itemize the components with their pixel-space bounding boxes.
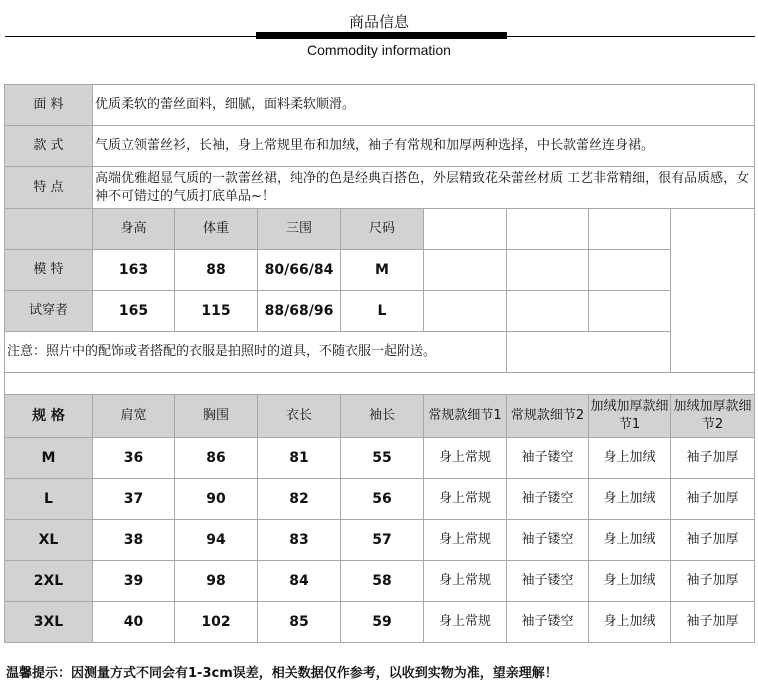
size-value — [92, 601, 175, 643]
model-value — [92, 249, 175, 291]
size-value — [92, 519, 175, 561]
cell-text: 88/68/96 — [264, 302, 334, 319]
size-header — [588, 394, 671, 438]
section-subtitle: Commodity information — [307, 42, 451, 58]
cell-text: 体重 — [202, 221, 229, 237]
size-value — [340, 437, 424, 479]
info-value — [92, 84, 755, 126]
size-header — [340, 394, 424, 438]
cell-text: 袖子加厚 — [686, 614, 739, 630]
cell-text: 58 — [372, 572, 392, 589]
empty-cell — [423, 208, 507, 250]
cell-text: 身上加绒 — [603, 450, 656, 466]
size-value — [423, 560, 507, 602]
cell-text: 肩宽 — [120, 408, 147, 424]
cell-text: 常规款细节2 — [510, 408, 585, 424]
cell-text: 83 — [289, 531, 309, 548]
size-value — [92, 437, 175, 479]
cell-text: 88 — [206, 261, 226, 278]
cell-text: 袖子镂空 — [521, 532, 574, 548]
cell-text: 面 料 — [33, 97, 64, 113]
cell-text: M — [41, 449, 56, 466]
cell-text: 常规款细节1 — [428, 408, 502, 424]
info-label — [4, 84, 93, 126]
size-value — [257, 560, 341, 602]
cell-text: 36 — [123, 449, 144, 466]
size-value — [174, 519, 258, 561]
cell-text: 袖子加厚 — [686, 573, 739, 589]
info-label — [4, 166, 93, 209]
model-value — [174, 290, 258, 332]
size-value — [423, 519, 507, 561]
model-header — [92, 208, 175, 250]
cell-text: 3XL — [33, 613, 64, 630]
size-value — [506, 519, 589, 561]
size-value — [257, 519, 341, 561]
size-value — [670, 601, 755, 643]
size-value — [174, 437, 258, 479]
cell-text: 款 式 — [33, 138, 64, 154]
size-value — [506, 478, 589, 520]
size-header — [423, 394, 507, 438]
cell-text: 加绒加厚款细节2 — [673, 399, 752, 432]
cell-text: 注意：照片中的配饰或者搭配的衣服是拍照时的道具，不随衣服一起附送。 — [7, 344, 437, 360]
cell-text: 102 — [201, 613, 231, 630]
model-value — [174, 249, 258, 291]
model-row-label — [4, 290, 93, 332]
cell-text: 衣长 — [285, 408, 312, 424]
cell-text: 袖子加厚 — [686, 450, 739, 466]
size-value — [257, 437, 341, 479]
size-value — [92, 560, 175, 602]
size-value — [588, 560, 671, 602]
size-value — [174, 601, 258, 643]
size-header — [506, 394, 589, 438]
empty-cell — [588, 249, 671, 291]
model-value — [340, 290, 424, 332]
size-value — [340, 560, 424, 602]
cell-text: 39 — [123, 572, 144, 589]
size-value — [670, 519, 755, 561]
cell-text: 身高 — [120, 221, 147, 237]
cell-text: 规 格 — [32, 407, 65, 424]
size-value — [588, 437, 671, 479]
model-row-label — [4, 249, 93, 291]
empty-cell — [506, 208, 589, 250]
cell-text: 袖子加厚 — [686, 491, 739, 507]
cell-text: 84 — [289, 572, 309, 589]
model-header — [4, 208, 93, 250]
cell-text: 袖长 — [368, 408, 395, 424]
size-label — [4, 560, 93, 602]
cell-text: 试穿者 — [28, 303, 68, 319]
empty-cell — [506, 331, 671, 373]
size-header — [4, 394, 93, 438]
size-value — [174, 478, 258, 520]
cell-text: M — [375, 261, 389, 278]
cell-text: 气质立领蕾丝衫，长袖，身上常规里布和加绒，袖子有常规和加厚两种选择，中长款蕾丝连身裙。 — [95, 138, 655, 154]
cell-text: 80/66/84 — [264, 261, 334, 278]
cell-text: 82 — [289, 490, 309, 507]
info-value — [92, 166, 755, 209]
model-header — [340, 208, 424, 250]
cell-text: 身上加绒 — [603, 491, 656, 507]
size-value — [506, 437, 589, 479]
size-value — [506, 601, 589, 643]
empty-cell — [670, 208, 755, 373]
cell-text: 尺码 — [368, 221, 395, 237]
divider-accent — [256, 32, 507, 39]
cell-text: L — [377, 302, 387, 319]
cell-text: XL — [38, 531, 59, 548]
cell-text: 优质柔软的蕾丝面料，细腻，面料柔软顺滑。 — [95, 97, 356, 113]
info-label — [4, 125, 93, 167]
size-value — [588, 519, 671, 561]
size-header — [257, 394, 341, 438]
cell-text: 身上常规 — [438, 450, 491, 466]
model-value — [257, 249, 341, 291]
size-value — [257, 601, 341, 643]
cell-text: 袖子镂空 — [521, 573, 574, 589]
size-value — [588, 601, 671, 643]
cell-text: 袖子加厚 — [686, 532, 739, 548]
empty-cell — [423, 249, 507, 291]
cell-text: L — [44, 490, 53, 507]
cell-text: 98 — [206, 572, 226, 589]
empty-cell — [506, 249, 589, 291]
cell-text: 身上常规 — [438, 573, 491, 589]
size-value — [92, 478, 175, 520]
size-value — [670, 478, 755, 520]
cell-text: 胸围 — [202, 408, 229, 424]
size-value — [340, 519, 424, 561]
cell-text: 165 — [118, 302, 149, 319]
cell-text: 模 特 — [33, 262, 64, 278]
cell-text: 86 — [206, 449, 226, 466]
size-value — [423, 437, 507, 479]
size-label — [4, 519, 93, 561]
info-value — [92, 125, 755, 167]
empty-cell — [423, 290, 507, 332]
size-label — [4, 478, 93, 520]
cell-text: 56 — [372, 490, 392, 507]
size-value — [506, 560, 589, 602]
cell-text: 袖子镂空 — [521, 614, 574, 630]
cell-text: 身上常规 — [438, 491, 491, 507]
cell-text: 59 — [372, 613, 392, 630]
cell-text: 55 — [372, 449, 392, 466]
cell-text: 身上常规 — [438, 532, 491, 548]
size-header — [174, 394, 258, 438]
cell-text: 94 — [206, 531, 226, 548]
empty-cell — [588, 208, 671, 250]
section-title: 商品信息 — [348, 13, 409, 31]
cell-text: 三围 — [285, 221, 312, 237]
cell-text: 特 点 — [33, 179, 64, 195]
model-note — [4, 331, 507, 373]
empty-cell — [506, 290, 589, 332]
cell-text: 90 — [206, 490, 226, 507]
model-value — [340, 249, 424, 291]
cell-text: 85 — [289, 613, 309, 630]
size-value — [670, 437, 755, 479]
cell-text: 163 — [118, 261, 149, 278]
cell-text: 袖子镂空 — [521, 491, 574, 507]
cell-text: 身上常规 — [438, 614, 491, 630]
size-header — [92, 394, 175, 438]
cell-text: 高端优雅超显气质的一款蕾丝裙，纯净的色是经典百搭色，外层精致花朵蕾丝材质 工艺非常精细，很有品质感，女神不可错过的气质打底单品~！ — [95, 170, 750, 204]
size-label — [4, 437, 93, 479]
cell-text: 81 — [289, 449, 309, 466]
empty-cell — [588, 290, 671, 332]
cell-text: 加绒加厚款细节1 — [590, 399, 669, 432]
cell-text: 2XL — [33, 572, 64, 589]
model-value — [92, 290, 175, 332]
size-value — [423, 478, 507, 520]
spacer-row — [4, 372, 755, 395]
cell-text: 115 — [201, 302, 231, 319]
model-header — [257, 208, 341, 250]
size-value — [340, 601, 424, 643]
model-value — [257, 290, 341, 332]
model-header — [174, 208, 258, 250]
size-value — [588, 478, 671, 520]
footer-note: 温馨提示：因测量方式不同会有1-3cm误差，相关数据仅作参考，以收到实物为准，望亲理解！ — [6, 666, 558, 681]
cell-text: 身上加绒 — [603, 573, 656, 589]
cell-text: 身上加绒 — [603, 532, 656, 548]
cell-text: 38 — [123, 531, 144, 548]
size-value — [670, 560, 755, 602]
cell-text: 40 — [123, 613, 144, 630]
cell-text: 57 — [372, 531, 392, 548]
size-value — [340, 478, 424, 520]
size-label — [4, 601, 93, 643]
cell-text: 身上加绒 — [603, 614, 656, 630]
size-value — [423, 601, 507, 643]
size-value — [257, 478, 341, 520]
cell-text: 袖子镂空 — [521, 450, 574, 466]
size-value — [174, 560, 258, 602]
cell-text: 37 — [123, 490, 144, 507]
size-header — [670, 394, 755, 438]
